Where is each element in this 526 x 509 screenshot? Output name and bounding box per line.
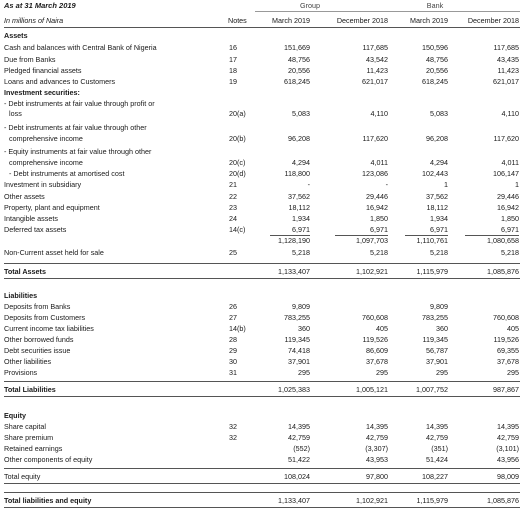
cell-g2: 1,097,703 (356, 236, 388, 245)
row-label: Investment securities: (4, 88, 80, 97)
cell-g2: 29,446 (366, 192, 388, 201)
cell-b1: 37,562 (426, 192, 448, 201)
row-label: Investment in subsidiary (4, 180, 82, 189)
cell-b1: 14,395 (426, 422, 448, 431)
cell-g1: 618,245 (284, 77, 310, 86)
cell-b1: 1,115,979 (416, 496, 448, 505)
cell-g2: 119,526 (362, 335, 388, 344)
cell-b1: (351) (431, 444, 448, 453)
cell-b1: 96,208 (426, 134, 448, 143)
cell-b2: 14,395 (497, 422, 519, 431)
row-label: Deposits from Customers (4, 313, 86, 322)
cell-b2: 16,942 (497, 203, 519, 212)
grand-total-rule-top (4, 492, 520, 493)
cell-g2: 295 (376, 368, 388, 377)
row-label: Pledged financial assets (4, 66, 82, 75)
cell-g1: 151,669 (284, 43, 310, 52)
total-assets-rule-top (4, 263, 520, 264)
row-note: 20(a) (229, 109, 246, 118)
subtotal-rule-g2 (335, 235, 388, 236)
cell-g1: 42,759 (288, 433, 310, 442)
cell-b1: 1 (444, 180, 448, 189)
cell-g2: 1,102,921 (356, 267, 388, 276)
cell-g2: 117,620 (362, 134, 388, 143)
row-label: Property, plant and equipment (4, 203, 100, 212)
row-label: - Equity instruments at fair value through other (4, 147, 152, 156)
row-note: 31 (229, 368, 237, 377)
cell-b2: 987,867 (493, 385, 519, 394)
cell-g1: 9,809 (292, 302, 310, 311)
cell-b2: 5,218 (501, 248, 519, 257)
cell-g2: 42,759 (366, 433, 388, 442)
cell-g1: 48,756 (288, 55, 310, 64)
row-label: Deposits from Banks (4, 302, 71, 311)
row-label: - Debt instruments at amortised cost (9, 169, 125, 178)
cell-b2: 11,423 (497, 66, 519, 75)
cell-b2: 1 (515, 180, 519, 189)
row-note: 24 (229, 214, 237, 223)
row-label: - Debt instruments at fair value through profit or (4, 99, 155, 108)
cell-g1: 37,562 (288, 192, 310, 201)
cell-g2: 405 (376, 324, 388, 333)
row-label: Intangible assets (4, 214, 58, 223)
row-note: 23 (229, 203, 237, 212)
cell-b2: 43,956 (497, 455, 519, 464)
cell-b1: 1,115,979 (416, 267, 448, 276)
cell-g2: 37,678 (366, 357, 388, 366)
cell-b1: 5,218 (430, 248, 448, 257)
cell-g1: 74,418 (288, 346, 310, 355)
cell-g2: 5,218 (370, 248, 388, 257)
cell-g2: 1,850 (370, 214, 388, 223)
cell-b1: 56,787 (426, 346, 448, 355)
row-label: Current income tax liabilities (4, 324, 94, 333)
cell-b2: 4,011 (501, 158, 519, 167)
row-label: Other components of equity (4, 455, 93, 464)
cell-b1: 102,443 (422, 169, 448, 178)
cell-g2: 14,395 (366, 422, 388, 431)
cell-g1: 18,112 (288, 203, 310, 212)
cell-g2: 1,102,921 (356, 496, 388, 505)
cell-b1: 37,901 (426, 357, 448, 366)
row-label: loss (9, 109, 22, 118)
row-label: Loans and advances to Customers (4, 77, 116, 86)
cell-g2: 43,542 (366, 55, 388, 64)
cell-g2: 43,953 (366, 455, 388, 464)
row-label: Other liabilities (4, 357, 52, 366)
cell-g2: 4,110 (370, 109, 388, 118)
cell-b1: 295 (436, 368, 448, 377)
row-label: Debt securities issue (4, 346, 71, 355)
cell-g2: 86,609 (366, 346, 388, 355)
row-label: Non-Current asset held for sale (4, 248, 104, 257)
cell-b2: 43,435 (497, 55, 519, 64)
cell-b2: 37,678 (497, 357, 519, 366)
row-label: Equity (4, 411, 26, 420)
cell-b2: 1,850 (501, 214, 519, 223)
cell-g1: 119,345 (284, 335, 310, 344)
cell-b2: 4,110 (501, 109, 519, 118)
cell-g2: 123,086 (362, 169, 388, 178)
cell-b2: 1,085,876 (487, 267, 519, 276)
total-equity-rule-bottom (4, 483, 520, 484)
cell-b1: 618,245 (422, 77, 448, 86)
row-note: 16 (229, 43, 237, 52)
cell-b2: 42,759 (497, 433, 519, 442)
cell-g2: - (385, 180, 388, 189)
cell-b1: 119,345 (422, 335, 448, 344)
subtotal-rule-g1 (270, 235, 310, 236)
header-rule (4, 27, 520, 28)
row-note: 14(b) (229, 324, 246, 333)
total-liabilities-rule-bottom (4, 396, 520, 397)
cell-b2: 6,971 (501, 225, 519, 234)
subtotal-rule-b2 (465, 235, 519, 236)
row-label: Due from Banks (4, 55, 56, 64)
cell-b2: 69,355 (497, 346, 519, 355)
row-label: comprehensive income (9, 158, 83, 167)
cell-g1: 96,208 (288, 134, 310, 143)
cell-g2: 11,423 (366, 66, 388, 75)
cell-g1: 20,556 (288, 66, 310, 75)
cell-b1: 1,934 (430, 214, 448, 223)
header-divider (255, 11, 520, 12)
statement-date: As at 31 March 2019 (4, 1, 76, 10)
cell-b1: 1,007,752 (416, 385, 448, 394)
cell-b2: 117,620 (493, 134, 519, 143)
cell-b2: 117,685 (493, 43, 519, 52)
row-note: 26 (229, 302, 237, 311)
cell-g1: 783,255 (284, 313, 310, 322)
cell-g2: 1,005,121 (356, 385, 388, 394)
cell-g1: 5,083 (292, 109, 310, 118)
cell-g1: 1,025,383 (278, 385, 310, 394)
row-label: - Debt instruments at fair value through other (4, 123, 147, 132)
bank-march-2019-header: March 2019 (410, 16, 448, 25)
cell-b2: 760,608 (493, 313, 519, 322)
row-label: Share premium (4, 433, 54, 442)
row-note: 27 (229, 313, 237, 322)
cell-g2: 16,942 (366, 203, 388, 212)
row-label: Cash and balances with Central Bank of Nigeria (4, 43, 157, 52)
cell-b1: 42,759 (426, 433, 448, 442)
group-march-2019-header: March 2019 (272, 16, 310, 25)
cell-g1: 6,971 (292, 225, 310, 234)
grand-total-rule-bottom (4, 507, 520, 508)
cell-g2: 621,017 (362, 77, 388, 86)
row-note: 28 (229, 335, 237, 344)
cell-g1: - (307, 180, 310, 189)
cell-g1: 1,133,407 (278, 496, 310, 505)
bank-dec-2018-header: December 2018 (467, 16, 519, 25)
row-label: Total Assets (4, 267, 46, 276)
cell-g2: 97,800 (366, 472, 388, 481)
cell-b1: 5,083 (430, 109, 448, 118)
bank-header: Bank (426, 1, 444, 10)
cell-g1: 1,934 (292, 214, 310, 223)
total-equity-rule-top (4, 468, 520, 469)
cell-g1: 37,901 (288, 357, 310, 366)
row-note: 30 (229, 357, 237, 366)
cell-b1: 9,809 (430, 302, 448, 311)
row-note: 20(d) (229, 169, 246, 178)
cell-g1: 360 (298, 324, 310, 333)
row-label: Total liabilities and equity (4, 496, 92, 505)
cell-b2: 98,009 (497, 472, 519, 481)
notes-header: Notes (228, 16, 247, 25)
group-dec-2018-header: December 2018 (336, 16, 388, 25)
cell-b1: 18,112 (426, 203, 448, 212)
row-note: 19 (229, 77, 237, 86)
total-liabilities-rule-top (4, 381, 520, 382)
cell-g1: 1,128,190 (278, 236, 310, 245)
cell-g1: 108,024 (284, 472, 310, 481)
cell-g2: 117,685 (362, 43, 388, 52)
cell-g2: 760,608 (362, 313, 388, 322)
row-label: Share capital (4, 422, 46, 431)
cell-g1: (552) (293, 444, 310, 453)
cell-b2: 295 (507, 368, 519, 377)
cell-g1: 14,395 (288, 422, 310, 431)
row-note: 20(b) (229, 134, 246, 143)
cell-g1: 5,218 (292, 248, 310, 257)
row-note: 22 (229, 192, 237, 201)
cell-b1: 1,110,761 (416, 236, 448, 245)
row-note: 32 (229, 433, 237, 442)
cell-b2: (3,101) (496, 444, 519, 453)
row-label: Other assets (4, 192, 45, 201)
cell-g1: 1,133,407 (278, 267, 310, 276)
cell-b1: 783,255 (422, 313, 448, 322)
row-label: Total Liabilities (4, 385, 56, 394)
cell-b1: 6,971 (430, 225, 448, 234)
cell-b2: 621,017 (493, 77, 519, 86)
row-note: 32 (229, 422, 237, 431)
cell-b1: 20,556 (426, 66, 448, 75)
row-label: Deferred tax assets (4, 225, 67, 234)
cell-b1: 48,756 (426, 55, 448, 64)
cell-b2: 119,526 (493, 335, 519, 344)
row-label: Assets (4, 31, 28, 40)
row-note: 18 (229, 66, 237, 75)
cell-b1: 360 (436, 324, 448, 333)
subtotal-rule-b1 (405, 235, 448, 236)
row-note: 14(c) (229, 225, 246, 234)
total-assets-rule-bottom (4, 278, 520, 279)
cell-b1: 150,596 (422, 43, 448, 52)
row-note: 25 (229, 248, 237, 257)
row-label: Total equity (4, 472, 41, 481)
row-label: Liabilities (4, 291, 38, 300)
cell-b2: 1,085,876 (487, 496, 519, 505)
row-label: Other borrowed funds (4, 335, 74, 344)
cell-b2: 29,446 (497, 192, 519, 201)
cell-b1: 4,294 (430, 158, 448, 167)
row-note: 29 (229, 346, 237, 355)
cell-b2: 1,080,658 (487, 236, 519, 245)
cell-g1: 4,294 (292, 158, 310, 167)
cell-g1: 51,422 (288, 455, 310, 464)
cell-b1: 108,227 (422, 472, 448, 481)
row-note: 20(c) (229, 158, 246, 167)
cell-b2: 405 (507, 324, 519, 333)
group-header: Group (300, 1, 320, 10)
row-note: 21 (229, 180, 237, 189)
cell-b2: 106,147 (493, 169, 519, 178)
cell-g2: 6,971 (370, 225, 388, 234)
cell-g1: 118,800 (284, 169, 310, 178)
row-label: Provisions (4, 368, 38, 377)
cell-g1: 295 (298, 368, 310, 377)
cell-g2: (3,307) (365, 444, 388, 453)
row-note: 17 (229, 55, 237, 64)
row-label: comprehensive income (9, 134, 83, 143)
units-label: In millions of Naira (4, 16, 64, 25)
cell-b1: 51,424 (426, 455, 448, 464)
cell-g2: 4,011 (370, 158, 388, 167)
row-label: Retained earnings (4, 444, 63, 453)
